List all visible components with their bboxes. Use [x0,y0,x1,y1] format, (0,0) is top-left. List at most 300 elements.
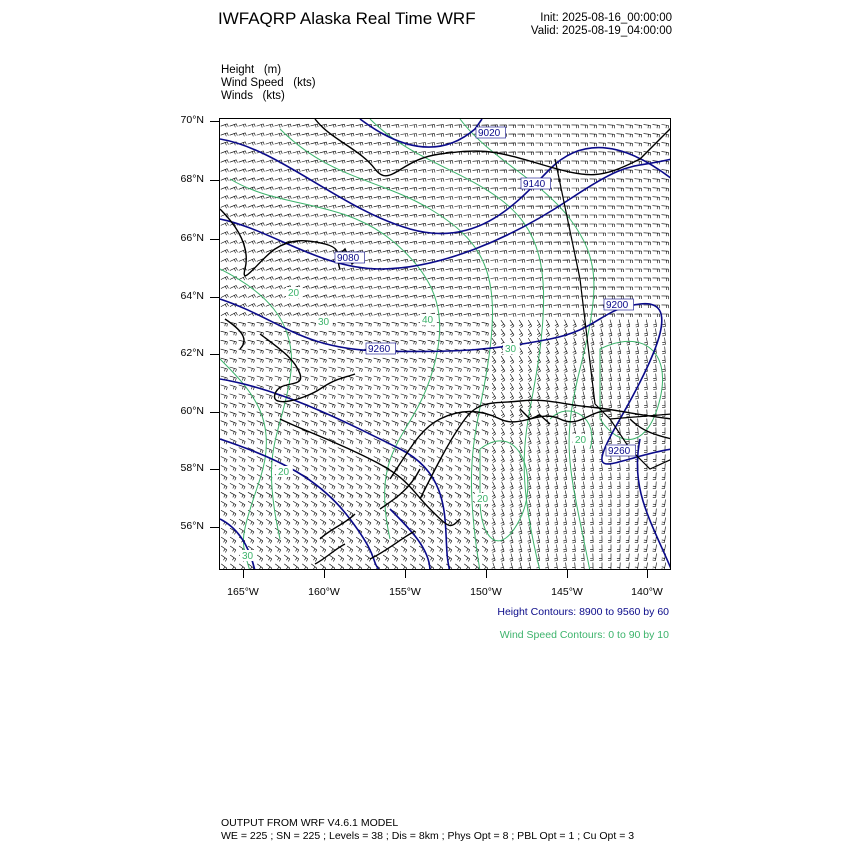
wind-barb [482,474,488,480]
wind-barb [581,473,584,480]
wind-barb [374,259,382,262]
wind-barb [437,250,444,253]
wind-barb [266,124,274,128]
wind-barb [437,179,444,182]
wind-barb [464,555,470,561]
wind-barb [626,365,629,372]
wind-barb [473,367,480,372]
wind-barb [284,546,290,553]
wind-barb [617,500,620,507]
wind-barb [437,161,444,164]
wind-barb [626,518,629,525]
wind-barb [293,403,300,408]
wind-barb [392,546,398,553]
wind-barb [555,437,559,444]
wind-barb [293,178,301,182]
wind-barb [492,374,496,382]
wind-barb [401,331,408,336]
wind-barb [546,329,550,337]
wind-barb [284,142,292,146]
contour-label: 20 [477,494,489,505]
wind-barb [635,125,642,129]
wind-barb [590,134,597,137]
wind-barb [284,537,290,543]
wind-barb [230,160,238,164]
wind-barb [284,124,292,128]
wind-barb [230,510,236,516]
wind-barb [266,430,272,435]
wind-barb [347,223,355,227]
wind-barb [482,466,488,472]
wind-barb [626,554,629,561]
wind-barb [492,563,496,570]
wind-barb [572,206,579,209]
wind-barb [320,250,328,254]
wind-barb [609,329,613,337]
wind-barb [572,233,579,236]
wind-barb [230,466,236,472]
wind-barb [320,376,327,381]
wind-barb [293,483,299,489]
lat-tick [210,527,219,528]
wind-barb [275,142,283,146]
wind-barb [581,125,588,128]
wind-barb [230,457,236,463]
wind-barb [338,367,345,372]
wind-barb [221,322,228,326]
wind-barb [248,466,254,472]
wind-barb [302,466,308,472]
wind-barb [401,151,409,154]
wind-barb [248,528,254,534]
wind-barb [653,338,656,345]
contour-label: 9020 [478,128,501,139]
wind-barb [536,536,539,544]
wind-barb [644,536,648,543]
wind-barb [221,187,229,191]
chart-title: IWFAQRP Alaska Real Time WRF [218,9,476,28]
wind-barb [492,419,496,427]
wind-barb [464,340,471,345]
wind-barb [563,491,566,498]
wind-barb [491,313,498,316]
wind-barb [320,358,327,363]
wind-barb [644,392,647,399]
wind-barb [464,143,471,146]
wind-barb [221,241,229,245]
wind-barb [564,419,568,426]
wind-barb [311,277,319,281]
wind-barb [230,448,236,454]
wind-barb [275,295,283,299]
wind-barb [320,546,326,553]
wind-barb [338,124,346,127]
wind-barb [492,446,496,454]
wind-barb [510,410,514,418]
wind-barb [536,206,543,209]
variable-list [221,64,316,103]
wind-barb [230,555,236,561]
wind-barb [572,509,575,517]
wind-barb [302,331,309,336]
wind-barb [329,537,335,543]
wind-barb [555,455,559,463]
wind-barb [573,338,577,346]
wind-barb [446,197,453,200]
wind-barb [302,124,310,127]
wind-barb [519,464,523,472]
wind-barb [626,500,629,507]
wind-barb [501,563,505,570]
wind-barb [509,197,516,200]
wind-barb [635,170,642,174]
wind-barb [293,412,300,417]
wind-barb [257,205,265,209]
wind-barb [329,564,335,570]
wind-barb [563,260,570,263]
wind-barb [338,349,345,354]
wind-barb [239,421,246,426]
wind-barb [248,259,256,263]
wind-barb [653,197,660,201]
wind-barb [528,455,532,463]
wind-barb [662,410,665,417]
wind-barb [374,151,381,154]
wind-barb [374,313,382,317]
wind-barb [446,259,453,262]
wind-barb [401,376,408,381]
wind-barb [545,314,552,317]
wind-contour [220,269,292,539]
wind-barb [591,338,594,346]
wind-barb [230,331,237,336]
wind-barb [248,178,256,182]
contour-label: 30 [318,317,330,328]
wind-barb [401,340,408,345]
wind-barb [356,232,364,235]
wind-barb [563,536,566,544]
wind-barb [266,367,273,372]
wind-barb [519,329,523,337]
wind-barb [554,242,561,245]
wind-barb [635,278,642,281]
wind-barb [419,376,426,381]
wind-barb [662,278,669,281]
wind-barb [563,500,566,507]
wind-barb [563,464,567,472]
wind-barb [528,347,532,355]
wind-barb [473,358,480,363]
wind-barb [230,421,237,426]
wind-barb [401,394,408,399]
wind-barb [617,347,620,354]
wind-barb [564,374,568,382]
wind-barb [662,509,666,516]
wind-barb [401,286,409,289]
wind-barb [257,178,265,182]
wind-barb [275,178,283,182]
lon-label: 165°W [227,586,259,598]
wind-barb [347,555,353,561]
wind-barb [464,439,470,445]
wind-barb [410,510,416,516]
wind-barb [437,385,444,390]
wind-barb [365,412,372,417]
wind-barb [662,347,665,354]
wind-barb [527,269,534,272]
wind-barb [428,241,435,244]
wind-barb [437,474,443,480]
wind-barb [293,546,299,553]
wind-barb [644,206,651,209]
wind-barb [275,412,282,417]
wind-barb [617,401,620,409]
wind-barb [428,340,435,345]
wind-barb [347,340,354,345]
wind-barb [626,437,629,444]
wind-barb [293,394,300,399]
wind-barb [563,518,566,525]
wind-barb [563,563,566,570]
wind-barb [392,313,400,317]
wind-barb [572,446,575,454]
wind-barb [626,509,629,516]
wind-barb [347,268,355,272]
wind-barb [410,187,417,190]
wind-barb [653,518,657,525]
wind-barb [347,169,354,172]
wind-barb [617,314,624,317]
wind-barb [428,179,436,182]
wind-barb [536,242,543,245]
wind-barb [419,286,426,289]
wind-barb [275,187,283,190]
wind-barb [284,555,290,561]
wind-barb [311,367,318,372]
wind-barb [608,527,611,534]
wind-barb [230,519,236,525]
wind-barb [581,509,584,516]
wind-barb [356,160,363,163]
wind-barb [455,206,462,209]
wind-barb [644,197,651,200]
wind-barb [410,421,417,426]
wind-barb [528,446,532,454]
wind-barb [455,277,462,280]
wind-barb [392,421,399,426]
wind-barb [546,356,550,364]
map-plot [219,118,671,570]
wind-barb [509,269,516,272]
wind-barb [644,296,651,299]
wind-barb [311,421,318,426]
wind-barb [590,188,597,191]
wind-barb [257,492,263,498]
wind-barb [590,143,597,146]
wind-barb [302,349,309,354]
wind-barb [608,179,615,182]
wind-barb [492,464,496,472]
wind-barb [293,223,301,227]
wind-barb [302,160,310,164]
wind-barb [653,215,660,218]
wind-barb [500,224,507,227]
wind-barb [356,439,362,445]
wind-barb [573,365,577,373]
wind-barb [455,555,461,561]
wind-barb [635,179,642,183]
model-version: OUTPUT FROM WRF V4.6.1 MODEL [221,817,399,829]
wind-barb [428,528,434,534]
wind-barb [455,295,462,298]
wind-barb [428,304,435,307]
wind-barb [284,160,292,164]
wind-barb [635,518,638,525]
wind-barb [338,537,344,543]
wind-barb [230,259,238,263]
wind-barb [401,528,407,534]
wind-barb [410,546,416,553]
wind-barb [365,187,372,190]
wind-barb [464,188,471,191]
wind-barb [221,501,227,507]
wind-barb [536,197,543,200]
wind-barb [293,439,299,445]
wind-barb [590,224,597,227]
wind-barb [383,241,390,245]
wind-barb [446,358,453,363]
lat-label: 58°N [180,462,204,474]
wind-barb [599,473,602,480]
wind-barb [608,365,611,372]
wind-barb [626,545,629,552]
wind-barb [563,179,570,182]
wind-barb [356,142,363,145]
wind-barb [455,143,462,146]
wind-barb [510,329,514,336]
wind-barb [347,367,354,372]
wind-barb [239,519,245,525]
lat-label: 70°N [180,114,204,126]
wind-barb [239,214,247,218]
wind-barb [383,394,390,399]
wind-barb [446,322,453,326]
wind-barb [266,286,274,290]
wind-barb [635,314,642,317]
wind-barb [492,356,496,363]
wind-barb [482,179,489,182]
wind-barb [257,537,263,543]
wind-barb [590,545,593,552]
wind-barb [599,224,606,227]
wind-barb [275,358,282,363]
wind-barb [555,428,559,436]
wind-barb [383,160,390,163]
wind-barb [519,482,523,490]
wind-barb [329,151,337,155]
wind-barb [492,329,496,336]
wind-barb [501,545,504,553]
wind-barb [347,385,354,390]
wind-barb [455,331,462,336]
wind-barb [455,564,461,570]
wind-barb [329,358,336,363]
wind-barb [653,437,656,444]
wind-barb [510,473,514,481]
wind-barb [528,437,532,445]
wind-barb [635,347,638,354]
wind-barb [599,518,602,525]
wind-barb [446,376,453,381]
wind-barb [644,314,651,317]
wind-barb [239,295,247,299]
wind-barb [410,367,417,372]
wind-barb [419,143,426,146]
wind-barb [266,322,273,326]
wind-barb [572,287,579,290]
wind-barb [536,260,543,263]
wind-barb [572,545,575,552]
wind-barb [311,313,319,317]
wind-barb [617,287,624,290]
wind-barb [626,188,633,191]
wind-barb [537,437,541,445]
wind-barb [455,376,462,381]
wind-barb [564,383,568,391]
wind-barb [239,151,247,155]
wind-barb [617,482,620,489]
wind-barb [519,500,523,508]
wind-barb [492,473,496,481]
lon-label: 150°W [470,586,502,598]
wind-barb [383,142,390,145]
wind-barb [221,223,229,227]
wind-barb [383,421,390,426]
wind-barb [626,329,629,336]
wind-barb [410,322,417,326]
wind-barb [555,473,558,481]
wind-barb [410,331,417,336]
wind-barb [501,446,505,454]
wind-barb [653,242,660,245]
wind-barb [419,331,426,336]
wind-barb [392,187,399,190]
wind-barb [518,287,525,290]
wind-barb [510,383,514,391]
wind-barb [599,563,602,570]
wind-barb [537,329,541,337]
wind-barb [293,205,301,209]
wind-barb [437,394,444,399]
wind-barb [374,178,381,181]
wind-barb [365,528,371,534]
wind-barb [626,287,633,290]
wind-barb [501,518,505,526]
map-canvas [220,119,671,570]
wind-barb [356,501,362,507]
wind-barb [221,430,227,435]
wind-barb [527,125,534,128]
wind-barb [464,322,471,326]
wind-barb [437,564,443,570]
wind-barb [302,555,308,561]
wind-barb [266,133,274,137]
wind-barb [401,187,408,190]
wind-barb [501,410,505,418]
wind-barb [572,179,579,182]
wind-barb [437,537,443,543]
wind-barb [347,133,354,136]
